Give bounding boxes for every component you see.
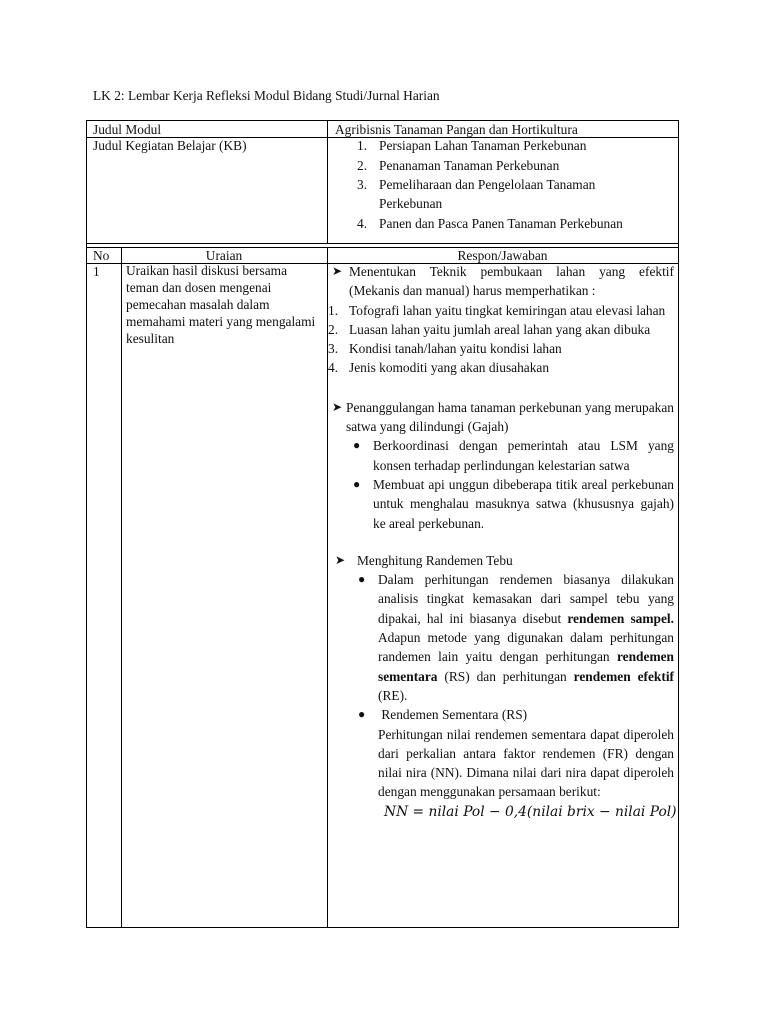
kb-item-number: 1.: [357, 138, 368, 153]
bullet-text: [378, 570, 674, 705]
section-teknik-pembukaan: [328, 262, 674, 378]
arrow-right-icon: ➤: [332, 264, 343, 278]
bullet-text: Berkoordinasi dengan pemerintah atau LSM yang konsen terhadap perlindungan kelestarian satwa: [373, 438, 674, 473]
section-heading: Menentukan Teknik pembukaan lahan yang efektif (Mekanis dan manual) harus memperhatikan :: [349, 264, 674, 299]
judul-modul-label: Judul Modul: [93, 122, 162, 137]
text-run: Dalam perhitungan rendemen biasanya dilakukan analisis tingkat kemasakan dari sampel tebu yang dipakai, hal ini biasanya disebut: [378, 572, 674, 626]
section-heading: Menghitung Randemen Tebu: [357, 552, 513, 568]
list-item: [328, 339, 674, 358]
kb-item: [357, 175, 677, 214]
column-divider: [121, 247, 122, 927]
bold-term: rendemen efektif: [573, 668, 675, 684]
row-divider: [87, 243, 678, 244]
list-item-number: 2.: [328, 321, 339, 337]
text-run: (RS) dan perhitungan: [437, 668, 574, 684]
kb-item-text: Persiapan Lahan Tanaman Perkebunan: [379, 138, 587, 153]
kb-item: [357, 214, 677, 234]
kb-item-number: 4.: [357, 215, 368, 231]
kb-item: [357, 156, 677, 176]
respon-content: [328, 262, 677, 822]
arrow-right-icon: ➤: [335, 552, 346, 567]
bullet-item: [328, 705, 677, 822]
bold-term: rendemen sementara: [378, 649, 674, 684]
list-item: [328, 301, 674, 320]
bullet-text: Membuat api unggun dibeberapa titik areal perkebunan untuk menghalau masuknya satwa (khususnya gajah) ke areal perkebunan.: [373, 476, 674, 531]
uraian-text: Uraikan hasil diskusi bersama teman dan dosen mengenai pemecahan masalah dalam memahami materi yang mengalami kesulitan: [126, 263, 316, 346]
kb-label: Judul Kegiatan Belajar (KB): [93, 138, 247, 153]
kb-item-text-cont: Perkebunan: [379, 196, 443, 211]
section-heading: Penanggulangan hama tanaman perkebunan yang merupakan satwa yang dilindungi (Gajah): [346, 399, 674, 435]
column-header-respon: Respon/Jawaban: [457, 248, 548, 263]
bullet-icon: ●: [358, 572, 366, 587]
kb-item-number: 2.: [357, 157, 368, 173]
bullet-icon: ●: [353, 438, 361, 453]
list-item-text: Jenis komoditi yang akan diusahakan: [349, 360, 550, 376]
kb-item: [357, 136, 677, 156]
list-item: [328, 320, 674, 339]
bullet-item: [328, 570, 674, 705]
text-run: (RE).: [378, 687, 408, 703]
kb-item-text: Panen dan Pasca Panen Tanaman Perkebunan: [379, 215, 623, 231]
list-item-number: 4.: [328, 360, 339, 376]
list-item-text: Kondisi tanah/lahan yaitu kondisi lahan: [349, 341, 562, 357]
document-title: LK 2: Lembar Kerja Refleksi Modul Bidang Studi/Jurnal Harian: [93, 88, 440, 103]
list-item: [328, 358, 674, 377]
formula: NN = nilai Pol − 0,4(nilai brix − nilai Pol): [384, 803, 677, 820]
arrow-right-icon: ➤: [332, 399, 343, 414]
column-header-no: No: [93, 248, 110, 263]
kb-list: [357, 136, 677, 233]
kb-item-text: Pemeliharaan dan Pengelolaan Tanaman: [379, 177, 596, 192]
reflection-table: [86, 120, 679, 928]
kb-item-text: Penanaman Tanaman Perkebunan: [379, 157, 560, 173]
judul-modul-value: Agribisnis Tanaman Pangan dan Hortikultura: [335, 122, 578, 137]
column-header-uraian: Uraian: [205, 248, 243, 263]
section-penanggulangan-hama: [328, 398, 674, 533]
list-item-number: 3.: [328, 341, 339, 357]
row-number: 1: [93, 264, 100, 279]
bullet-item: [328, 475, 674, 533]
bullet-text: Perhitungan nilai rendemen sementara dapat diperoleh dari perkalian antara faktor rendemen (FR) dengan nilai nira (NN). Dimana nilai dari nira dapat diperoleh dengan menggunakan persamaan berikut:: [378, 726, 674, 800]
text-run: Adapun metode yang digunakan dalam perhitungan randemen lain yaitu dengan perhitungan: [378, 630, 674, 665]
bullet-item: [328, 436, 674, 475]
kb-item-number: 3.: [357, 177, 368, 192]
numbered-list: [328, 301, 674, 378]
column-divider: [327, 121, 328, 244]
bold-term: rendemen sampel.: [567, 610, 674, 626]
list-item-text: Tofografi lahan yaitu tingkat kemiringan atau elevasi lahan: [349, 302, 666, 318]
list-item-number: 1.: [328, 302, 339, 318]
bullet-icon: ●: [358, 707, 366, 722]
bullet-title: Rendemen Sementara (RS): [378, 707, 528, 723]
bullet-icon: ●: [353, 476, 361, 491]
list-item-text: Luasan lahan yaitu jumlah areal lahan yang akan dibuka: [349, 321, 651, 337]
section-randemen-tebu: [328, 551, 677, 822]
